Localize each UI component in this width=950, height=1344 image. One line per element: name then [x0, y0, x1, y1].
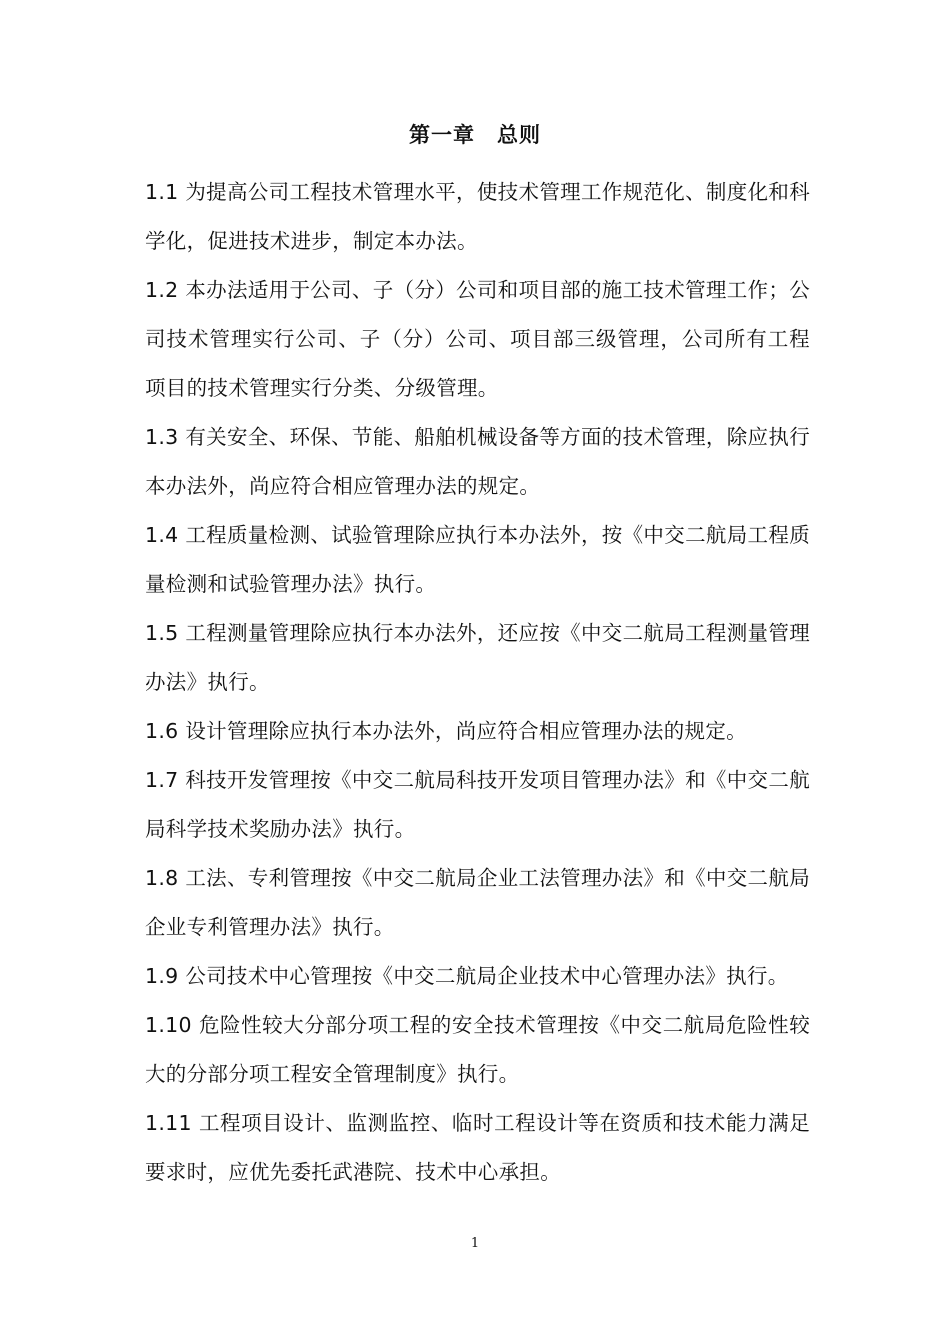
paragraph-1-4: 1.4 工程质量检测、试验管理除应执行本办法外，按《中交二航局工程质量检测和试验管理办法》执行。 [145, 523, 810, 596]
paragraph-1-11: 1.11 工程项目设计、监测监控、临时工程设计等在资质和技术能力满足要求时，应优先委托武港院、技术中心承担。 [145, 1111, 810, 1184]
paragraph-1-1: 1.1 为提高公司工程技术管理水平，使技术管理工作规范化、制度化和科学化，促进技术进步，制定本办法。 [145, 180, 810, 253]
paragraph-1-6: 1.6 设计管理除应执行本办法外，尚应符合相应管理办法的规定。 [145, 719, 747, 743]
paragraph-1-5: 1.5 工程测量管理除应执行本办法外，还应按《中交二航局工程测量管理办法》执行。 [145, 621, 810, 694]
paragraph-1-3: 1.3 有关安全、环保、节能、船舶机械设备等方面的技术管理，除应执行本办法外，尚应符合相应管理办法的规定。 [145, 425, 810, 498]
paragraph-1-7: 1.7 科技开发管理按《中交二航局科技开发项目管理办法》和《中交二航局科学技术奖励办法》执行。 [145, 768, 810, 841]
page-number: 1 [470, 1236, 480, 1251]
paragraph-1-9: 1.9 公司技术中心管理按《中交二航局企业技术中心管理办法》执行。 [145, 964, 789, 988]
document-body [145, 168, 810, 1197]
paragraph-1-10: 1.10 危险性较大分部分项工程的安全技术管理按《中交二航局危险性较大的分部分项工程安全管理制度》执行。 [145, 1013, 810, 1086]
paragraph-1-2: 1.2 本办法适用于公司、子（分）公司和项目部的施工技术管理工作；公司技术管理实行公司、子（分）公司、项目部三级管理，公司所有工程项目的技术管理实行分类、分级管理。 [145, 278, 810, 400]
chapter-title: 第一章 总则 [409, 123, 541, 147]
paragraph-1-8: 1.8 工法、专利管理按《中交二航局企业工法管理办法》和《中交二航局企业专利管理办法》执行。 [145, 866, 810, 939]
